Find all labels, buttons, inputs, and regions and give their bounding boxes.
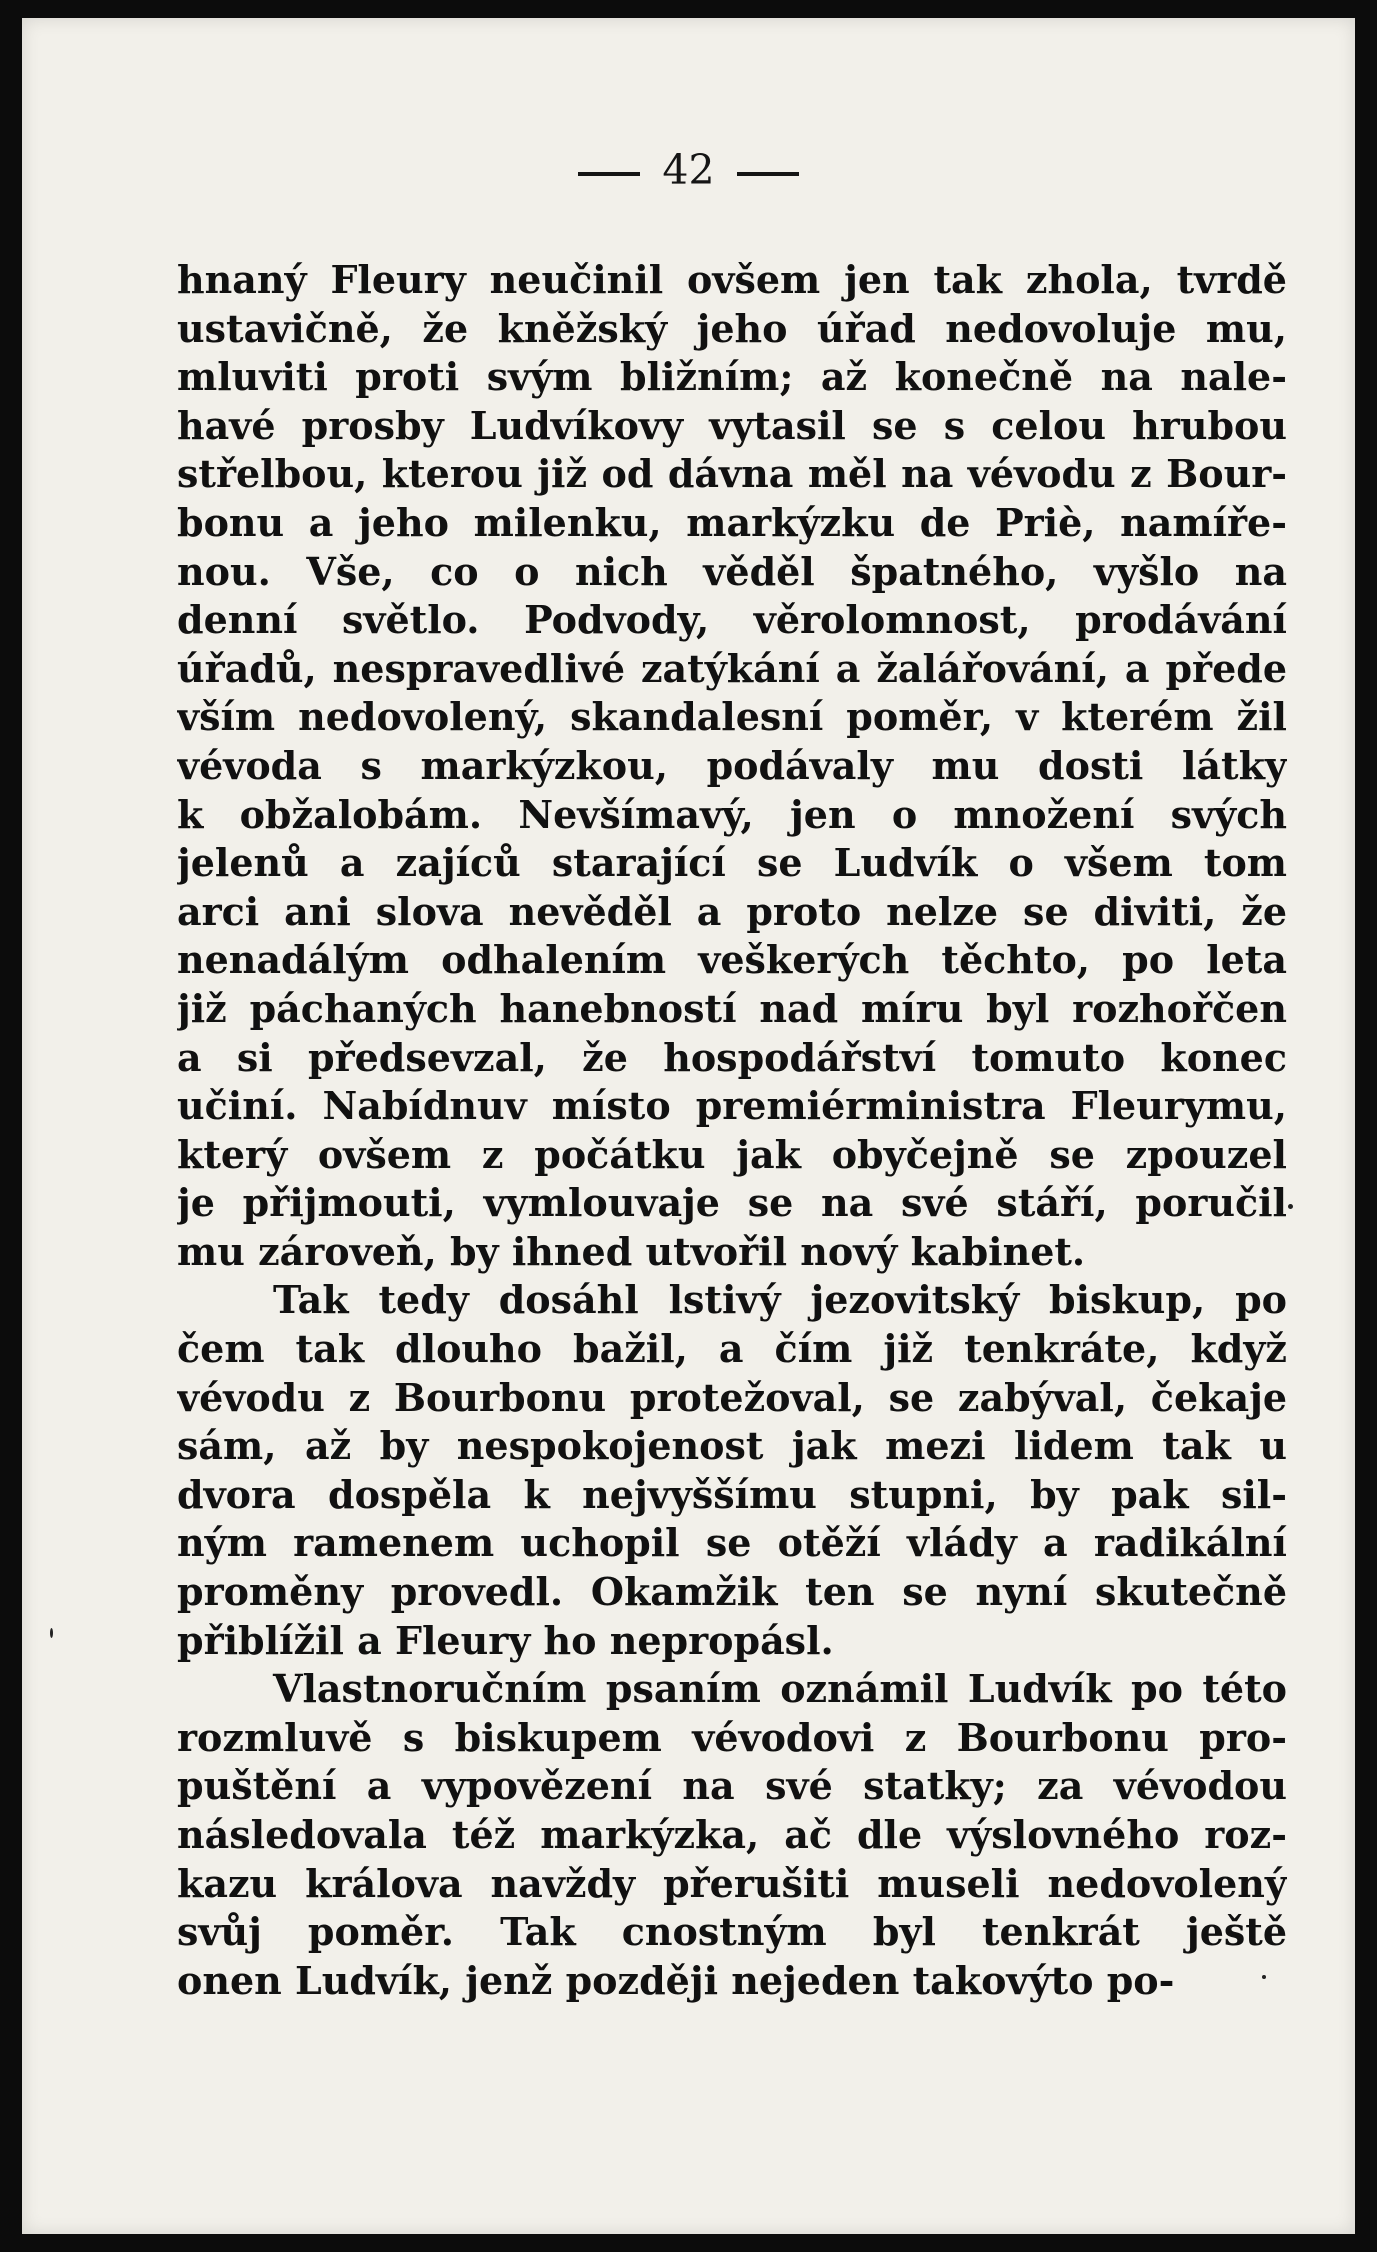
text-line: vévoda s markýzkou, podávaly mu dosti látky bbox=[177, 742, 1287, 788]
page-number: 42 bbox=[662, 146, 715, 194]
text-line: a si předsevzal, že hospodářství tomuto konec bbox=[177, 1034, 1287, 1080]
paper-speck bbox=[1262, 1975, 1266, 1979]
paper-speck bbox=[50, 1628, 53, 1638]
text-line: bonu a jeho milenku, markýzku de Priè, namíře- bbox=[177, 499, 1287, 545]
left-dash bbox=[578, 172, 640, 176]
text-line: denní světlo. Podvody, věrolomnost, prodávání bbox=[177, 597, 1287, 643]
text-line: Tak tedy dosáhl lstivý jezovitský biskup, po bbox=[273, 1277, 1287, 1323]
text-line: je přijmouti, vymlouvaje se na své stáří, poručil bbox=[177, 1180, 1287, 1226]
page-number-header bbox=[22, 146, 1355, 194]
text-line: rozmluvě s biskupem vévodovi z Bourbonu pro- bbox=[177, 1714, 1287, 1760]
text-line: nenadálým odhalením veškerých těchto, po leta bbox=[177, 937, 1287, 983]
text-line: dvora dospěla k nejvyššímu stupni, by pak sil- bbox=[177, 1471, 1287, 1517]
paper-speck bbox=[1288, 1204, 1293, 1209]
text-line: vším nedovolený, skandalesní poměr, v kterém žil bbox=[177, 694, 1287, 740]
body-text bbox=[177, 256, 1287, 2005]
book-page bbox=[22, 18, 1355, 2234]
text-line: přiblížil a Fleury ho nepropásl. bbox=[177, 1617, 834, 1663]
text-line: onen Ludvík, jenž později nejeden takovýto po- bbox=[177, 1957, 1175, 2003]
text-line: kazu králova navždy přerušiti museli nedovolený bbox=[177, 1860, 1287, 1906]
right-dash bbox=[737, 172, 799, 176]
text-line: hnaný Fleury neučinil ovšem jen tak zhola, tvrdě bbox=[177, 257, 1287, 302]
text-line: střelbou, kterou již od dávna měl na vévodu z Bour- bbox=[177, 451, 1287, 497]
text-line: havé prosby Ludvíkovy vytasil se s celou hrubou bbox=[177, 402, 1287, 448]
text-line: Vlastnoručním psaním oznámil Ludvík po této bbox=[273, 1666, 1287, 1712]
text-line: úřadů, nespravedlivé zatýkání a žalářování, a přede bbox=[177, 645, 1287, 691]
text-line: k obžalobám. Nevšímavý, jen o množení svých bbox=[177, 791, 1287, 837]
text-line: puštění a vypovězení na své statky; za vévodou bbox=[177, 1763, 1287, 1809]
text-line: již páchaných hanebností nad míru byl rozhořčen bbox=[177, 985, 1287, 1031]
text-line: arci ani slova nevěděl a proto nelze se diviti, že bbox=[177, 888, 1287, 934]
text-line: který ovšem z počátku jak obyčejně se zpouzel bbox=[177, 1131, 1287, 1177]
text-line: ným ramenem uchopil se otěží vlády a radikální bbox=[177, 1520, 1287, 1566]
text-line: svůj poměr. Tak cnostným byl tenkrát ještě bbox=[177, 1909, 1287, 1955]
text-line: sám, až by nespokojenost jak mezi lidem tak u bbox=[177, 1423, 1287, 1469]
text-line: učiní. Nabídnuv místo premiérministra Fleurymu, bbox=[177, 1083, 1287, 1129]
text-line: čem tak dlouho bažil, a čím již tenkráte, když bbox=[177, 1326, 1287, 1372]
text-line: ustavičně, že kněžský jeho úřad nedovoluje mu, bbox=[177, 305, 1287, 351]
text-line: jelenů a zajíců starající se Ludvík o všem tom bbox=[177, 840, 1287, 886]
text-line: nou. Vše, co o nich věděl špatného, vyšlo na bbox=[177, 548, 1287, 594]
text-line: mluviti proti svým bližním; až konečně na nale- bbox=[177, 354, 1287, 400]
text-line: mu zároveň, by ihned utvořil nový kabinet. bbox=[177, 1228, 1086, 1274]
text-line: vévodu z Bourbonu protežoval, se zabýval, čekaje bbox=[177, 1374, 1287, 1420]
text-line: proměny provedl. Okamžik ten se nyní skutečně bbox=[177, 1569, 1287, 1615]
text-line: následovala též markýzka, ač dle výslovného roz- bbox=[177, 1812, 1287, 1857]
